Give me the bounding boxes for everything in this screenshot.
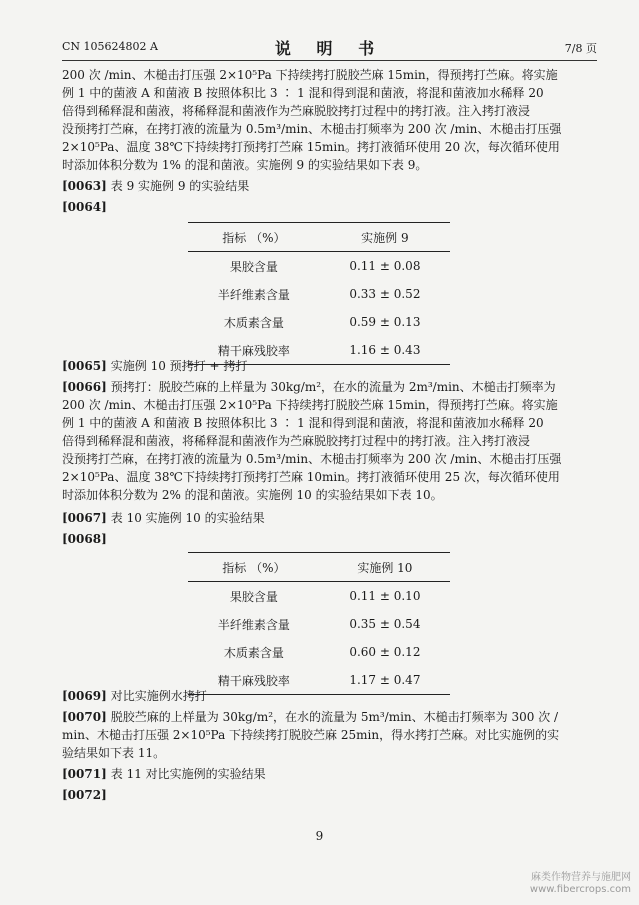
- table-row: [188, 638, 450, 666]
- paragraph-0064: [62, 198, 597, 216]
- row-value: 0.60 ± 0.12: [349, 645, 421, 659]
- row-label: 半纤维素含量: [217, 287, 290, 302]
- table-row: [188, 280, 450, 308]
- text-line: 验结果如下表 11。: [62, 746, 166, 760]
- table-header-indicator: 指标 （%）: [188, 223, 320, 252]
- text-line: 时添加体积分数为 1% 的混和菌液。实施例 9 的实验结果如下表 9。: [62, 158, 428, 172]
- table-header-indicator: 指标 （%）: [188, 553, 320, 582]
- table-9: [188, 222, 450, 365]
- text-line: 200 次 /min、木槌击打压强 2×10⁵Pa 下持续拷打脱胶苎麻 15min，得预拷打苎麻。将实施: [62, 68, 558, 82]
- table-row: [188, 582, 450, 611]
- row-value: 0.11 ± 0.08: [349, 259, 421, 273]
- row-value: 0.33 ± 0.52: [349, 287, 421, 301]
- document-title: 说 明 书: [274, 39, 385, 58]
- table-caption: 表 10 实施例 10 的实验结果: [110, 511, 265, 525]
- page-indicator: 7/8 页: [564, 42, 597, 55]
- text-line: 2×10⁵Pa、温度 38℃下持续拷打预拷打苎麻 15min。拷打液循环使用 20 次，每次循环使用: [62, 140, 560, 154]
- paragraph-continuation: [62, 66, 597, 174]
- section-heading: 实施例 10 预拷打 + 拷打: [110, 359, 248, 373]
- page-header: [62, 36, 597, 60]
- paragraph-number: [0065]: [62, 359, 107, 373]
- paragraph-0071: [62, 765, 597, 783]
- table-header-example: 实施例 10: [320, 553, 450, 582]
- document-number: CN 105624802 A: [62, 40, 158, 53]
- text-line: 脱胶苎麻的上样量为 30kg/m²，在水的流量为 5m³/min、木槌击打频率为 300 次 /: [110, 710, 559, 724]
- paragraph-number: [0069]: [62, 689, 107, 703]
- paragraph-number: [0072]: [62, 788, 107, 802]
- table-row: [188, 308, 450, 336]
- row-label: 木质素含量: [223, 645, 284, 660]
- paragraph-number: [0070]: [62, 710, 107, 724]
- text-line: 时添加体积分数为 2% 的混和菌液。实施例 10 的实验结果如下表 10。: [62, 488, 443, 502]
- table-caption: 表 11 对比实施例的实验结果: [110, 767, 266, 781]
- text-line: min、木槌击打压强 2×10⁵Pa 下持续拷打脱胶苎麻 25min，得水拷打苎麻。对比实施例的实: [62, 728, 560, 742]
- text-line: 200 次 /min、木槌击打压强 2×10⁵Pa 下持续拷打脱胶苎麻 15min，得预拷打苎麻。将实施: [62, 398, 558, 412]
- row-value: 1.16 ± 0.43: [320, 336, 450, 365]
- table-caption: 表 9 实施例 9 的实验结果: [110, 179, 250, 193]
- paragraph-number: [0064]: [62, 200, 107, 214]
- table-row: [188, 610, 450, 638]
- paragraph-0072: [62, 786, 597, 804]
- row-label: 精干麻残胶率: [188, 336, 320, 365]
- header-rule: [62, 60, 597, 61]
- row-value: 1.17 ± 0.47: [320, 666, 450, 695]
- text-line: 倍得到稀释混和菌液，将稀释混和菌液作为苎麻脱胶拷打过程中的拷打液。注入拷打液浸: [62, 434, 531, 448]
- row-value: 0.59 ± 0.13: [349, 315, 421, 329]
- paragraph-0068: [62, 530, 597, 548]
- text-line: 例 1 中的菌液 A 和菌液 B 按照体积比 3 ∶ 1 混和得到混和菌液，将混和菌液加水稀释 20: [62, 416, 544, 430]
- row-value: 0.35 ± 0.54: [349, 617, 421, 631]
- paragraph-0066: [62, 378, 597, 504]
- text-line: 例 1 中的菌液 A 和菌液 B 按照体积比 3 ∶ 1 混和得到混和菌液，将混和菌液加水稀释 20: [62, 86, 544, 100]
- text-line: 没预拷打苎麻，在拷打液的流量为 0.5m³/min、木槌击打频率为 200 次 /min、木槌击打压强: [62, 122, 562, 136]
- table-row: [188, 252, 450, 281]
- row-label: 木质素含量: [223, 315, 284, 330]
- text-line: 倍得到稀释混和菌液，将稀释混和菌液作为苎麻脱胶拷打过程中的拷打液。注入拷打液浸: [62, 104, 531, 118]
- row-label: 果胶含量: [229, 589, 278, 604]
- section-heading: 对比实施例水拷打: [110, 689, 207, 703]
- paragraph-number: [0071]: [62, 767, 107, 781]
- paragraph-number: [0067]: [62, 511, 107, 525]
- text-line: 没预拷打苎麻，在拷打液的流量为 0.5m³/min、木槌击打频率为 200 次 /min、木槌击打压强: [62, 452, 562, 466]
- paragraph-number: [0063]: [62, 179, 107, 193]
- text-line: 预拷打：脱胶苎麻的上样量为 30kg/m²，在水的流量为 2m³/min、木槌击打频率为: [110, 380, 556, 394]
- paragraph-number: [0068]: [62, 532, 107, 546]
- watermark-title: 麻类作物营养与施肥网: [531, 872, 631, 883]
- row-label: 半纤维素含量: [217, 617, 290, 632]
- row-label: 果胶含量: [229, 259, 278, 274]
- page-number: 9: [315, 829, 324, 843]
- row-label: 精干麻残胶率: [188, 666, 320, 695]
- paragraph-0070: [62, 708, 597, 762]
- paragraph-0063: [62, 177, 597, 195]
- table-header-example: 实施例 9: [320, 223, 450, 252]
- paragraph-0065: [62, 357, 597, 375]
- row-value: 0.11 ± 0.10: [349, 589, 421, 603]
- text-line: 2×10⁵Pa、温度 38℃下持续拷打预拷打苎麻 10min。拷打液循环使用 25 次，每次循环使用: [62, 470, 560, 484]
- site-watermark: [530, 872, 631, 896]
- paragraph-number: [0066]: [62, 380, 107, 394]
- paragraph-0067: [62, 509, 597, 527]
- table-10: [188, 552, 450, 695]
- paragraph-0069: [62, 687, 597, 705]
- watermark-url: www.fibercrops.com: [529, 884, 631, 895]
